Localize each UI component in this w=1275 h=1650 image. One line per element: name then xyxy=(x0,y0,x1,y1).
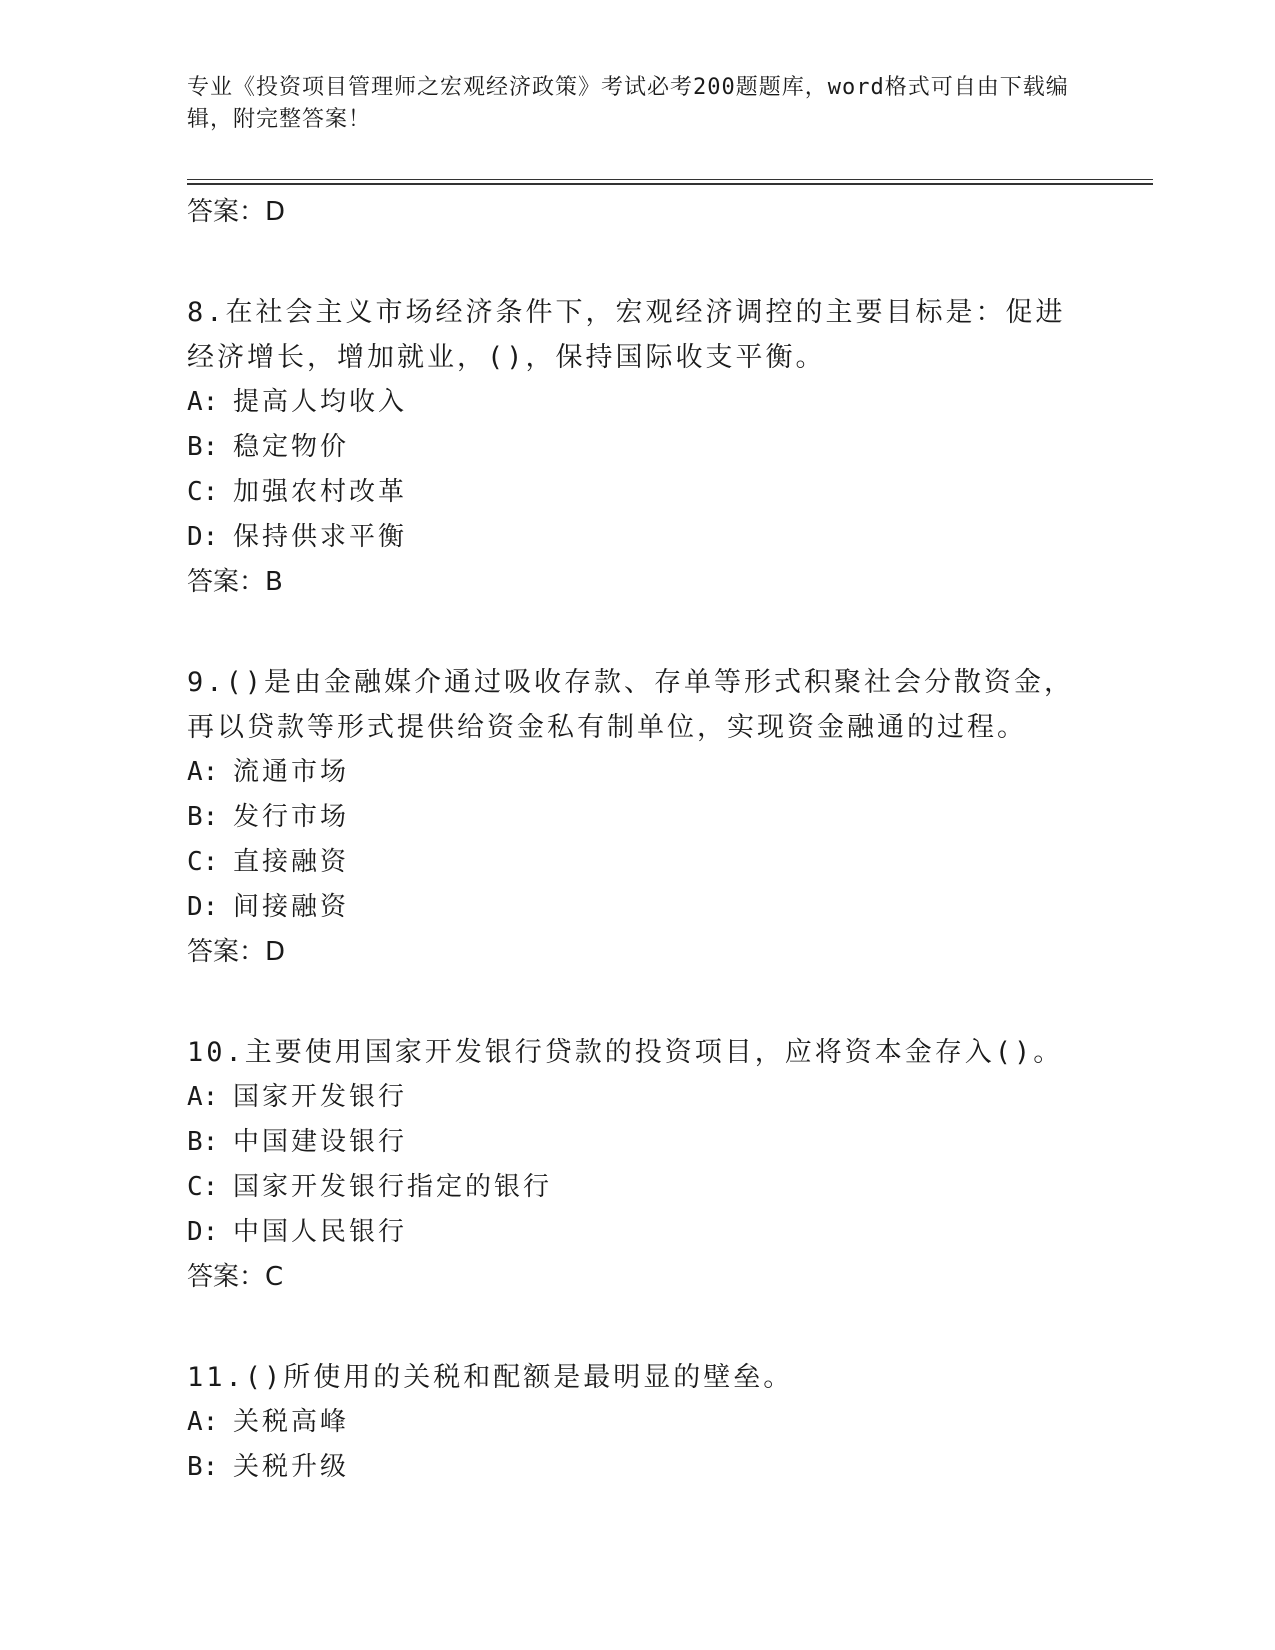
option-text: 加强农村改革 xyxy=(233,477,408,507)
option-text: 发行市场 xyxy=(233,802,350,832)
option-letter: B: xyxy=(187,1452,219,1482)
answer-line: 答案：B xyxy=(187,567,283,597)
option-b xyxy=(187,425,1087,470)
option-letter: C: xyxy=(187,847,219,877)
header-divider-thick xyxy=(187,183,1153,185)
answer-line: 答案：D xyxy=(187,197,286,227)
option-letter: A: xyxy=(187,1082,219,1112)
question-stem: 10.主要使用国家开发银行贷款的投资项目，应将资本金存入()。 xyxy=(187,1037,1064,1068)
document-header: 专业《投资项目管理师之宏观经济政策》考试必考200题题库，word格式可自由下载编辑，附完整答案！ xyxy=(187,75,1069,132)
option-a xyxy=(187,380,1087,425)
question-block xyxy=(187,1030,1087,1299)
option-text: 国家开发银行指定的银行 xyxy=(233,1172,553,1202)
option-c xyxy=(187,470,1087,515)
option-b xyxy=(187,1445,1087,1490)
option-letter: A: xyxy=(187,387,219,417)
option-text: 流通市场 xyxy=(233,757,350,787)
option-letter: A: xyxy=(187,757,219,787)
question-block xyxy=(187,1355,1087,1490)
option-text: 关税升级 xyxy=(233,1452,350,1482)
option-text: 提高人均收入 xyxy=(233,387,408,417)
option-text: 直接融资 xyxy=(233,847,350,877)
option-text: 国家开发银行 xyxy=(233,1082,408,1112)
question-stem: 8.在社会主义市场经济条件下，宏观经济调控的主要目标是：促进经济增长，增加就业，()，保持国际收支平衡。 xyxy=(187,297,1066,373)
option-letter: A: xyxy=(187,1407,219,1437)
option-text: 中国人民银行 xyxy=(233,1217,408,1247)
option-letter: C: xyxy=(187,477,219,507)
option-a xyxy=(187,1400,1087,1445)
option-text: 保持供求平衡 xyxy=(233,522,408,552)
option-letter: D: xyxy=(187,1217,219,1247)
option-d xyxy=(187,515,1087,560)
question-list xyxy=(187,190,1087,1490)
option-c xyxy=(187,840,1087,885)
option-letter: B: xyxy=(187,1127,219,1157)
option-letter: B: xyxy=(187,432,219,462)
answer-line: 答案：D xyxy=(187,937,286,967)
option-d xyxy=(187,1210,1087,1255)
header-divider-thin xyxy=(187,179,1153,180)
question-block xyxy=(187,660,1087,974)
option-letter: C: xyxy=(187,1172,219,1202)
option-text: 关税高峰 xyxy=(233,1407,350,1437)
option-text: 稳定物价 xyxy=(233,432,350,462)
option-letter: D: xyxy=(187,522,219,552)
option-d xyxy=(187,885,1087,930)
option-text: 间接融资 xyxy=(233,892,350,922)
question-stem: 9.()是由金融媒介通过吸收存款、存单等形式积聚社会分散资金，再以贷款等形式提供给资金私有制单位，实现资金融通的过程。 xyxy=(187,667,1075,743)
question-block xyxy=(187,290,1087,604)
option-b xyxy=(187,795,1087,840)
option-a xyxy=(187,750,1087,795)
option-letter: D: xyxy=(187,892,219,922)
option-letter: B: xyxy=(187,802,219,832)
option-c xyxy=(187,1165,1087,1210)
option-text: 中国建设银行 xyxy=(233,1127,408,1157)
question-stem: 11.()所使用的关税和配额是最明显的壁垒。 xyxy=(187,1362,794,1393)
option-b xyxy=(187,1120,1087,1165)
option-a xyxy=(187,1075,1087,1120)
answer-line: 答案：C xyxy=(187,1262,284,1292)
